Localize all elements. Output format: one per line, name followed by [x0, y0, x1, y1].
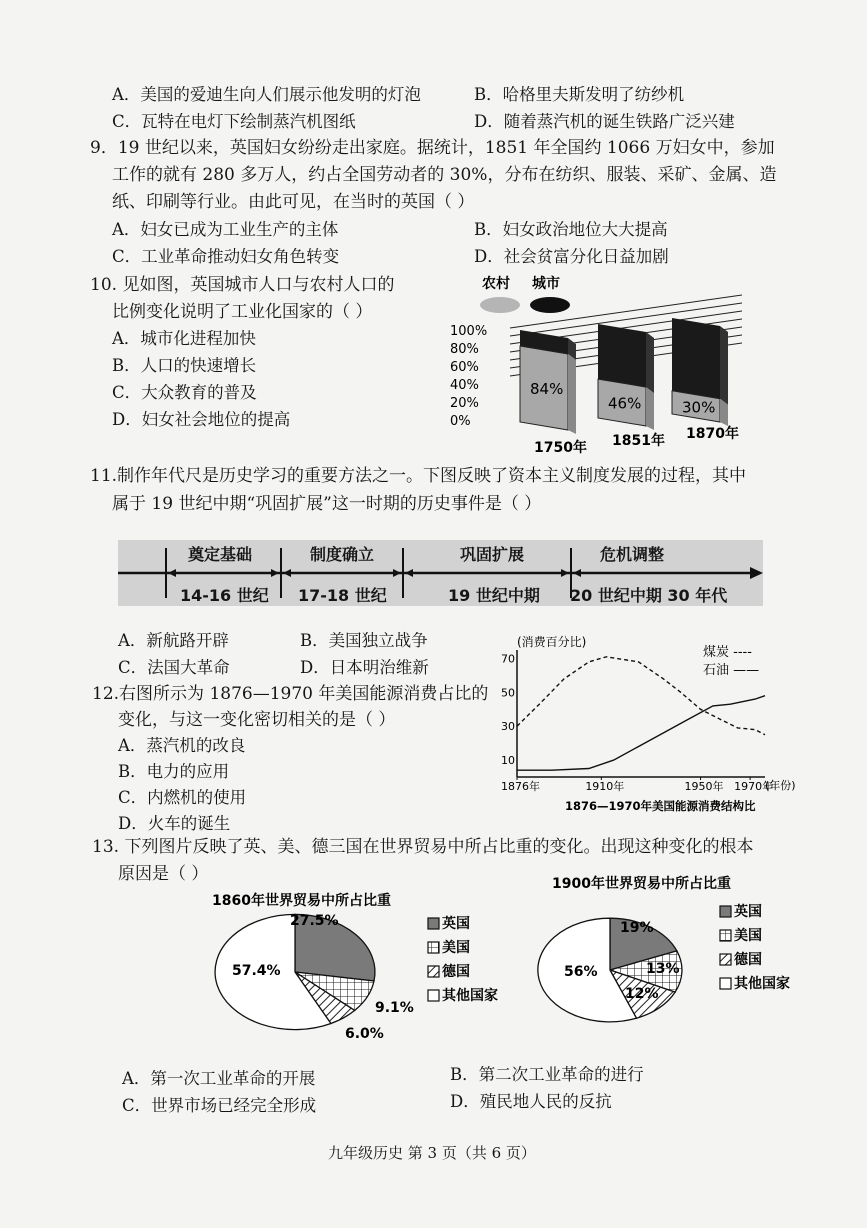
pie-area [212, 875, 790, 1042]
y-tick-label: 0% [450, 414, 471, 429]
y-axis-ticks [450, 324, 487, 429]
q11-option-c: C．法国大革命 [118, 658, 230, 677]
q13-option-b: B．第二次工业革命的进行 [450, 1065, 644, 1084]
q9-option-c: C．工业革命推动妇女角色转变 [112, 247, 340, 266]
q8-option-a: A．美国的爱迪生向人们展示他发明的灯泡 [112, 85, 421, 104]
legend-label: 英国 [734, 904, 762, 920]
y-tick-label: 10 [501, 754, 515, 768]
q10-stem-line1: 10. 见如图，英国城市人口与农村人口的 [90, 275, 395, 295]
legend-label: 其他国家 [442, 988, 498, 1004]
page-footer: 九年级历史 第 3 页（共 6 页） [328, 1144, 536, 1162]
y-tick-label: 100% [450, 324, 488, 339]
legend-label: 美国 [442, 940, 470, 956]
x-tick-label: 1910年 [585, 780, 625, 793]
q10-option-a: A．城市化进程加快 [112, 329, 256, 348]
x-tick-label: 1876年 [501, 780, 540, 793]
timeline-stage-4: 危机调整 [600, 545, 665, 564]
timeline-stage-3: 巩固扩展 [460, 545, 525, 564]
pie-title: 1860年世界贸易中所占比重 [212, 893, 391, 909]
q11-option-b: B．美国独立战争 [300, 631, 428, 650]
q9-stem-line1: 9．19 世纪以来，英国妇女纷纷走出家庭。据统计，1851 年全国约 1066 万妇女中，参加 [90, 138, 775, 158]
y-tick-label: 30 [501, 720, 515, 734]
q10-stem-line2: 比例变化说明了工业化国家的（ ） [112, 302, 373, 322]
pie-slice-label: 13% [646, 961, 680, 977]
x-category-label: 1851年 [612, 433, 665, 449]
y-tick-label: 20% [450, 396, 479, 411]
legend-oil: 石油 —— [703, 663, 760, 678]
pie-slice-label: 56% [564, 964, 598, 980]
q10-option-b: B．人口的快速增长 [112, 356, 257, 375]
pie-slice-label: 12% [625, 986, 659, 1002]
q12-stem-line2: 变化，与这一变化密切相关的是（ ） [118, 710, 396, 730]
q9-option-a: A．妇女已成为工业生产的主体 [112, 220, 339, 239]
y-axis-label: (消费百分比) [517, 635, 587, 649]
bar-rural-side [646, 387, 654, 430]
q12-option-a: A．蒸汽机的改良 [118, 736, 246, 755]
pie-slice-label: 27.5% [290, 913, 339, 929]
legend-rural-swatch [480, 297, 520, 313]
q12-option-b: B．电力的应用 [118, 762, 230, 781]
legend-swatch [720, 906, 731, 917]
q9-option-d: D．社会贫富分化日益加剧 [474, 247, 669, 266]
trade-pie-charts [200, 870, 820, 1065]
bar-value-label: 30% [682, 398, 716, 417]
y-tick-label: 80% [450, 342, 479, 357]
bar-rural-side [568, 354, 576, 434]
legend-swatch [720, 930, 731, 941]
series-line-oil [517, 696, 765, 771]
legend-swatch [720, 978, 731, 989]
q13-option-c: C．世界市场已经完全形成 [122, 1096, 317, 1115]
bar-urban-side [646, 332, 654, 393]
energy-line-chart [495, 632, 825, 817]
bar-urban-segment [598, 324, 646, 387]
legend-label: 德国 [734, 952, 762, 968]
y-tick-label: 70 [501, 652, 515, 666]
timeline-period-4: 20 世纪中期 30 年代 [570, 586, 728, 605]
bar-value-label: 84% [530, 380, 564, 398]
pie-slice-label: 6.0% [345, 1026, 384, 1042]
timeline-stage-2: 制度确立 [310, 545, 375, 564]
y-tick-label: 40% [450, 378, 479, 393]
q9-stem-line3: 纸、印刷等行业。由此可见，在当时的英国（ ） [112, 192, 475, 212]
legend-swatch [428, 966, 439, 977]
q12-option-d: D．火车的诞生 [118, 814, 231, 833]
q8-option-c: C．瓦特在电灯下绘制蒸汽机图纸 [112, 112, 356, 131]
q11-option-a: A．新航路开辟 [118, 631, 229, 650]
q9-stem-line2: 工作的就有 280 多万人，约占全国劳动者的 30%，分布在纺织、服装、采矿、金属、造 [112, 165, 777, 185]
timeline-period-1: 14-16 世纪 [180, 586, 269, 605]
legend-coal: 煤炭 ---- [703, 645, 752, 660]
pie-slice-label: 9.1% [375, 1000, 414, 1016]
legend-label: 美国 [734, 928, 762, 944]
bar-urban-side [720, 326, 728, 405]
legend-urban-swatch [530, 297, 570, 313]
timeline-stage-1: 奠定基础 [188, 545, 253, 564]
q13-option-a: A．第一次工业革命的开展 [122, 1069, 316, 1088]
bars [520, 318, 739, 456]
pie-slice-label: 57.4% [232, 963, 281, 979]
legend-swatch [428, 942, 439, 953]
y-tick-label: 50 [501, 686, 515, 700]
q8-option-b: B．哈格里夫斯发明了纺纱机 [474, 85, 685, 104]
legend-swatch [428, 990, 439, 1001]
bar-value-label: 46% [608, 394, 642, 413]
q12-option-c: C．内燃机的使用 [118, 788, 247, 807]
q13-stem-line1: 13. 下列图片反映了英、美、德三国在世界贸易中所占比重的变化。出现这种变化的根本 [92, 837, 754, 857]
population-bar-chart [440, 270, 750, 460]
x-axis-label: (年份) [765, 779, 796, 792]
legend-label: 德国 [442, 964, 470, 980]
pie-title: 1900年世界贸易中所占比重 [552, 876, 731, 892]
y-tick-label: 60% [450, 360, 479, 375]
legend-rural-label: 农村 [482, 276, 510, 292]
timeline-period-3: 19 世纪中期 [448, 586, 540, 605]
legend-label: 其他国家 [734, 976, 790, 992]
q11-stem-line2: 属于 19 世纪中期“巩固扩展”这一时期的历史事件是（ ） [112, 494, 542, 514]
bar-urban-segment [672, 318, 720, 399]
legend-urban-label: 城市 [532, 276, 560, 292]
legend-label: 英国 [442, 916, 470, 932]
q13-stem-line2: 原因是（ ） [118, 864, 209, 884]
q13-option-d: D．殖民地人民的反抗 [450, 1092, 612, 1111]
x-tick-label: 1950年 [684, 780, 724, 793]
q12-stem-line1: 12.右图所示为 1876—1970 年美国能源消费占比的 [92, 684, 489, 704]
legend-swatch [428, 918, 439, 929]
x-tick-label: 1970年 [734, 780, 774, 793]
pie-slice-label: 19% [620, 920, 654, 936]
q10-option-d: D．妇女社会地位的提高 [112, 410, 291, 429]
q10-option-c: C．大众教育的普及 [112, 383, 257, 402]
energy-chart-title: 1876—1970年美国能源消费结构比 [565, 799, 756, 813]
legend-swatch [720, 954, 731, 965]
q9-option-b: B．妇女政治地位大大提高 [474, 220, 668, 239]
x-category-label: 1870年 [686, 426, 739, 442]
q8-option-d: D．随着蒸汽机的诞生铁路广泛兴建 [474, 112, 735, 131]
timeline-period-2: 17-18 世纪 [298, 586, 387, 605]
q11-stem-line1: 11.制作年代尺是历史学习的重要方法之一。下图反映了资本主义制度发展的过程，其中 [90, 466, 747, 486]
q11-option-d: D．日本明治维新 [300, 658, 429, 677]
x-category-label: 1750年 [534, 440, 587, 456]
